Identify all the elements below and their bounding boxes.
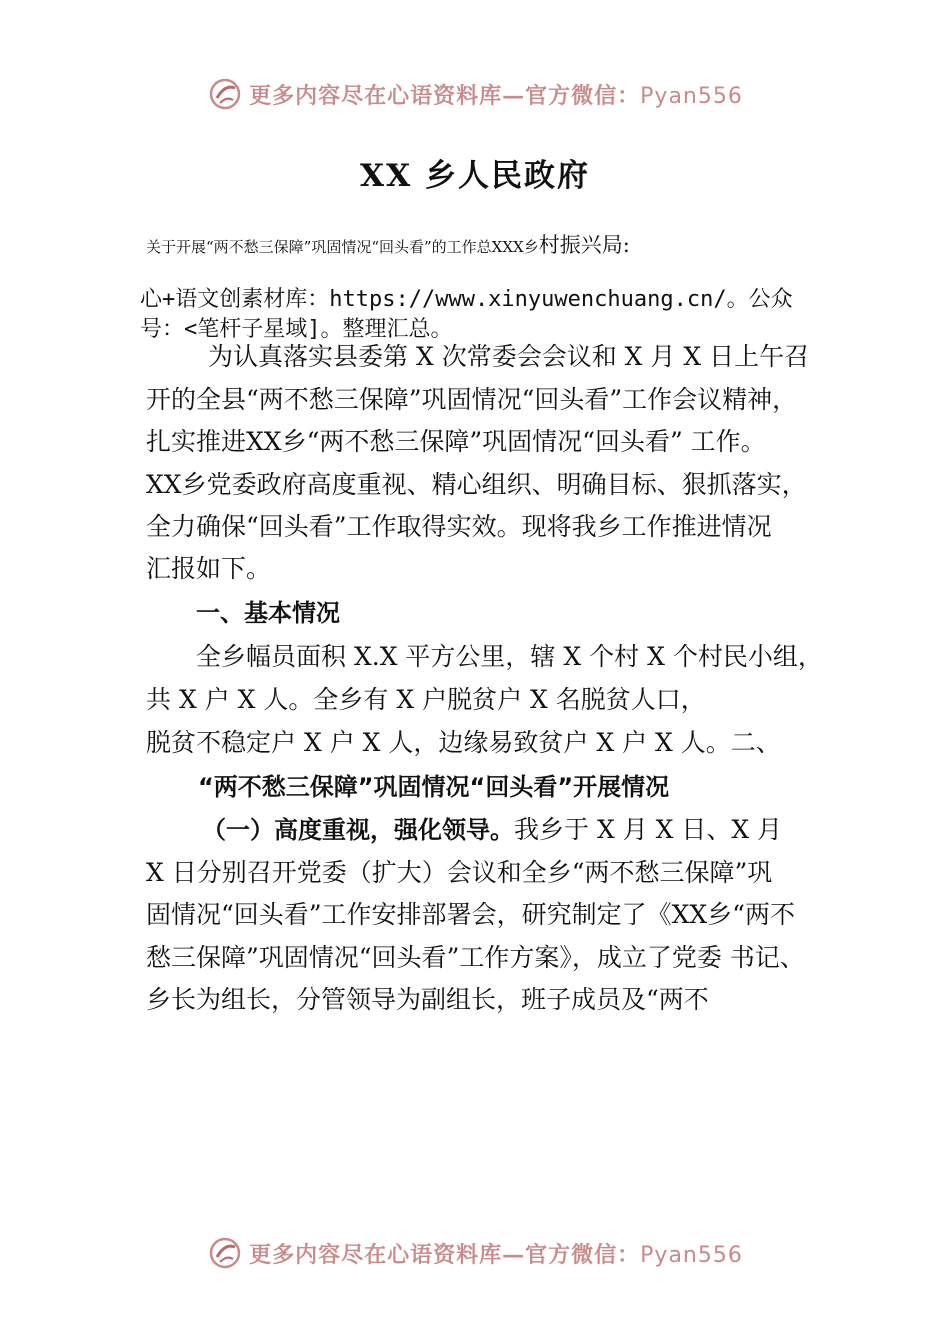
- calligraphy-logo-icon: [207, 1235, 243, 1271]
- watermark-banner-bottom: [0, 1231, 950, 1275]
- section1-first-text: 我乡于 X 月 X 日、X 月: [514, 815, 783, 844]
- heading-basic: 一、基本情况: [196, 599, 340, 627]
- subtitle-line: [146, 228, 630, 263]
- document-title: XX 乡人民政府: [360, 158, 590, 194]
- source-line-2: 号：<笔杆子星域]。整理汇总。: [140, 317, 453, 342]
- heading-section-two: “两不愁三保障”巩固情况“回头看”开展情况: [198, 773, 670, 801]
- watermark-text: [249, 1238, 743, 1269]
- watermark-text: [249, 79, 743, 110]
- source-line-1: 心+语文创素材库：https://www.xinyuwenchuang.cn/。公众: [140, 287, 793, 312]
- basic-line-2: 共 X 户 X 人。全乡有 X 户脱贫户 X 名脱贫人口，: [146, 685, 706, 714]
- watermark-handle: Pyan556: [640, 1242, 743, 1268]
- watermark-label: 更多内容尽在心语资料库—官方微信：: [249, 82, 641, 109]
- watermark-label: 更多内容尽在心语资料库—官方微信：: [249, 1241, 641, 1268]
- section1-line-4: 愁三保障”巩固情况“回头看”工作方案》，成立了党委 书记、: [146, 943, 805, 972]
- watermark-banner-top: [0, 72, 950, 116]
- section1-heading: （一）高度重视，强化领导。: [202, 816, 514, 844]
- para-line-3: 扎实推进XX乡“两不愁三保障”巩固情况“回头看” 工作。: [146, 427, 766, 456]
- section1-line-1: [202, 814, 782, 846]
- para-line-5: 全力确保“回头看”工作取得实效。现将我乡工作推进情况: [146, 512, 772, 541]
- watermark-handle: Pyan556: [640, 83, 743, 109]
- subtitle-big: 村振兴局:: [538, 233, 630, 257]
- section1-line-5: 乡长为组长，分管领导为副组长，班子成员及“两不: [146, 985, 709, 1014]
- para-line-1: 为认真落实县委第 X 次常委会会议和 X 月 X 日上午召: [208, 342, 810, 371]
- basic-line-3: 脱贫不稳定户 X 户 X 人，边缘易致贫户 X 户 X 人。二、: [146, 728, 781, 757]
- subtitle-small: 关于开展“两不愁三保障”巩固情况“回头看”的工作总XXX乡: [146, 238, 539, 256]
- para-line-6: 汇报如下。: [146, 554, 272, 583]
- para-line-4: XX乡党委政府高度重视、精心组织、明确目标、狠抓落实，: [146, 470, 807, 499]
- basic-line-1: 全乡幅员面积 X.X 平方公里，辖 X 个村 X 个村民小组，: [196, 642, 823, 671]
- calligraphy-logo-icon: [207, 76, 243, 112]
- section1-line-2: X 日分别召开党委（扩大）会议和全乡“两不愁三保障”巩: [146, 858, 773, 887]
- section1-line-3: 固情况“回头看”工作安排部署会，研究制定了《XX乡“两不: [146, 900, 795, 929]
- para-line-2: 开的全县“两不愁三保障”巩固情况“回头看”工作会议精神，: [146, 385, 798, 414]
